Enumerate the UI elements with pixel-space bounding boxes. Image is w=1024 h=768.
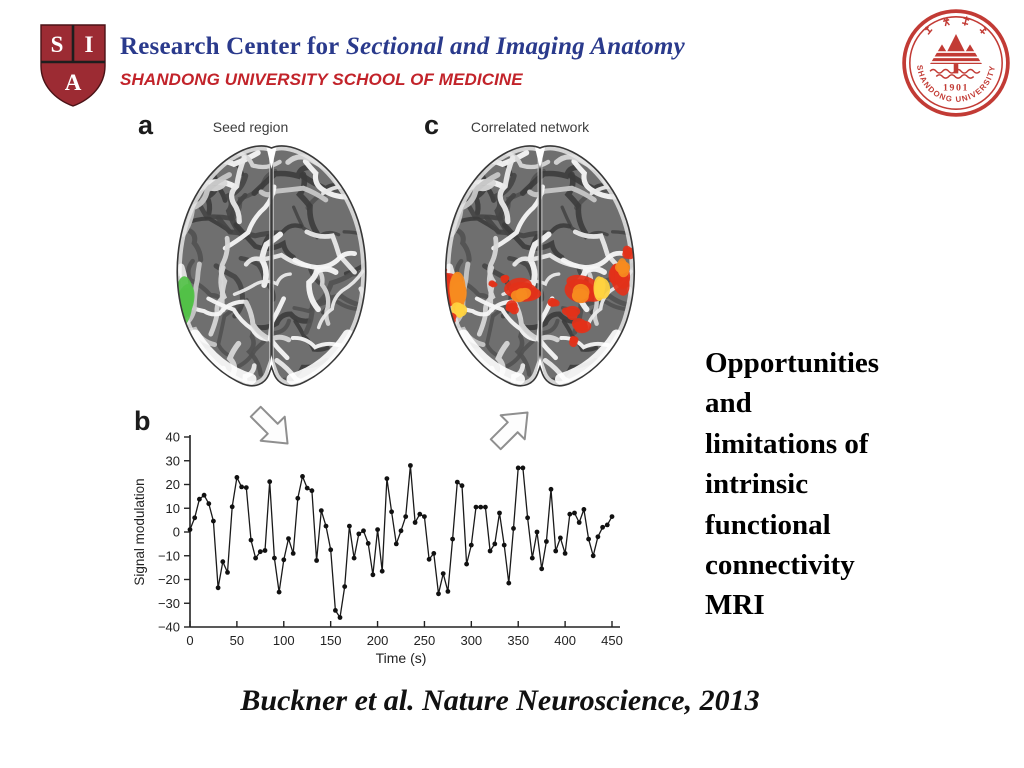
panel-b-label: b bbox=[134, 406, 151, 436]
svg-text:0: 0 bbox=[186, 633, 194, 648]
header-subtitle: SHANDONG UNIVERSITY SCHOOL OF MEDICINE bbox=[120, 70, 523, 89]
side-text-line: Opportunities bbox=[705, 347, 880, 379]
svg-text:300: 300 bbox=[460, 633, 483, 648]
panel-c-title: Correlated network bbox=[470, 119, 590, 135]
side-text-line: MRI bbox=[705, 589, 765, 622]
panel-a-label: a bbox=[138, 110, 154, 140]
panel-c-label: c bbox=[424, 110, 440, 140]
svg-text:400: 400 bbox=[554, 633, 576, 648]
svg-text:−40: −40 bbox=[157, 619, 180, 635]
brain-seed-image bbox=[155, 139, 388, 398]
svg-text:20: 20 bbox=[165, 477, 180, 492]
svg-text:350: 350 bbox=[507, 633, 530, 648]
citation: Buckner et al. Nature Neuroscience, 2013 bbox=[240, 684, 760, 717]
header-titles bbox=[120, 33, 685, 90]
svg-text:100: 100 bbox=[272, 633, 295, 648]
seal-ring-text: SHANDONG UNIVERSITY bbox=[915, 64, 997, 105]
shield-letter-s: S bbox=[50, 32, 64, 57]
signal-chart bbox=[130, 430, 640, 670]
svg-text:−30: −30 bbox=[157, 595, 180, 611]
shield-letter-i: I bbox=[84, 32, 94, 57]
seal-year: 1901 bbox=[943, 82, 969, 94]
svg-text:30: 30 bbox=[165, 453, 180, 469]
header-title-regular: Research Center for bbox=[120, 33, 340, 60]
side-text bbox=[705, 343, 945, 626]
svg-text:−20: −20 bbox=[157, 572, 180, 587]
svg-text:10: 10 bbox=[165, 500, 180, 516]
side-text-line: intrinsic bbox=[705, 468, 809, 501]
svg-text:250: 250 bbox=[413, 633, 436, 648]
side-text-line: connectivity bbox=[705, 549, 855, 582]
side-text-line: limitations of bbox=[705, 427, 869, 460]
header-title-italic: Sectional and Imaging Anatomy bbox=[339, 33, 685, 60]
university-seal bbox=[901, 8, 1011, 118]
shield-letter-a: A bbox=[64, 70, 82, 95]
sia-shield-logo bbox=[38, 22, 108, 108]
header-title bbox=[120, 33, 685, 61]
svg-text:40: 40 bbox=[165, 430, 180, 445]
panel-a-title: Seed region bbox=[212, 119, 289, 135]
svg-text:Time (s): Time (s) bbox=[375, 650, 427, 666]
brain-network-image bbox=[421, 139, 659, 398]
svg-text:−10: −10 bbox=[157, 548, 180, 564]
svg-text:450: 450 bbox=[601, 633, 623, 648]
svg-text:150: 150 bbox=[319, 633, 342, 648]
svg-text:Signal modulation: Signal modulation bbox=[132, 478, 147, 586]
side-text-line: and bbox=[705, 387, 752, 420]
side-text-line: functional bbox=[705, 508, 831, 541]
svg-text:50: 50 bbox=[229, 633, 245, 648]
svg-text:200: 200 bbox=[366, 633, 389, 648]
svg-text:0: 0 bbox=[172, 524, 180, 540]
